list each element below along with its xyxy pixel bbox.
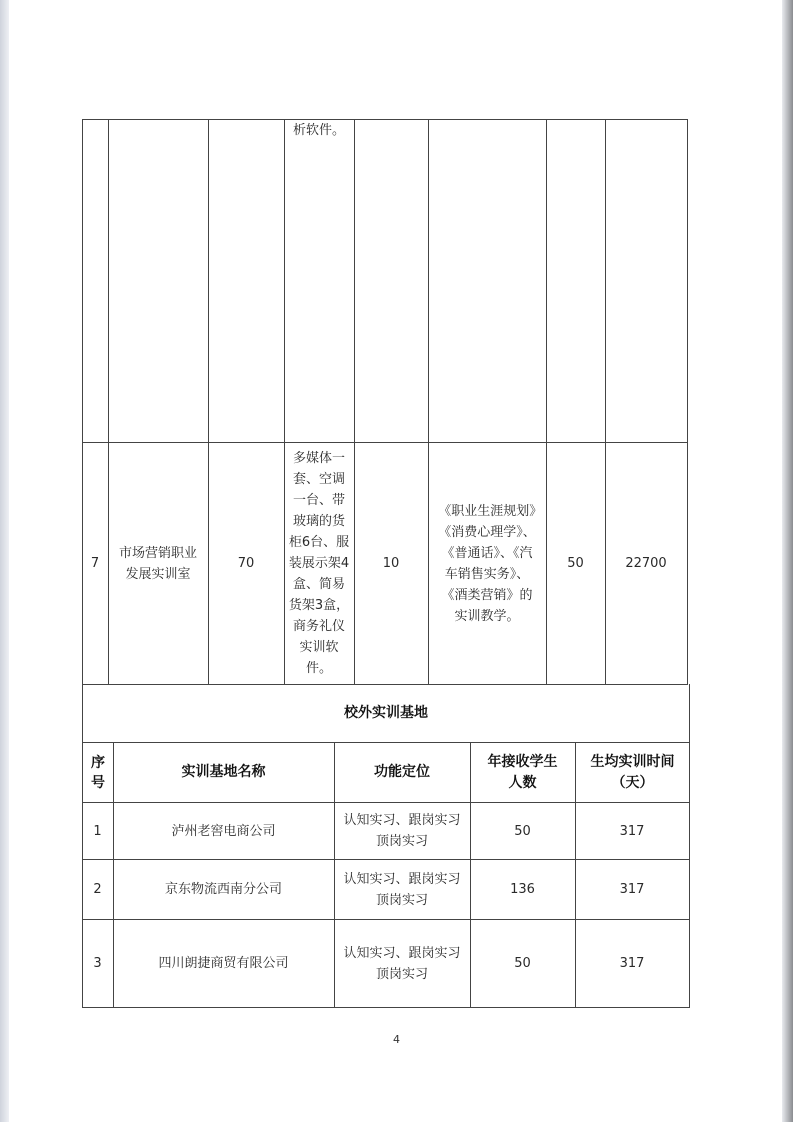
equipment-list: 多媒体一套、空调一台、带玻璃的货柜6台、服装展示架4盒、简易货架3盒，商务礼仪实训软件。 — [288, 451, 350, 676]
function-desc: 认知实习、跟岗实习 顶岗实习 — [343, 871, 461, 908]
training-days: 317 — [619, 823, 645, 839]
row-index: 3 — [93, 956, 102, 971]
training-days: 317 — [619, 956, 645, 971]
room-area: 70 — [237, 556, 255, 571]
row-index: 2 — [93, 882, 102, 897]
students-count: 50 — [514, 823, 531, 839]
header-students: 年接收学生人数 — [487, 753, 558, 791]
function-desc: 认知实习、跟岗实习 顶岗实习 — [343, 945, 461, 982]
row-index: 1 — [93, 823, 102, 839]
base-name: 四川朗捷商贸有限公司 — [158, 956, 289, 971]
table-title: 校外实训基地 — [344, 705, 428, 721]
header-function: 功能定位 — [374, 764, 430, 780]
students-count: 50 — [514, 956, 531, 971]
scan-edge-left — [0, 0, 9, 1122]
training-hours: 22700 — [625, 556, 667, 571]
header-index: 序号 — [91, 754, 105, 791]
row-index: 7 — [90, 556, 100, 571]
header-name: 实训基地名称 — [181, 764, 266, 780]
equipment-continued: 析软件。 — [292, 123, 345, 138]
students-count: 136 — [510, 882, 535, 897]
room-name: 市场营销职业发展实训室 — [118, 545, 197, 582]
page-number: 4 — [393, 1033, 400, 1046]
function-desc: 认知实习、跟岗实习 顶岗实习 — [343, 813, 461, 849]
base-name: 泸州老窖电商公司 — [171, 823, 276, 839]
capacity: 50 — [567, 556, 584, 571]
equipment-value: 10 — [382, 556, 400, 571]
base-name: 京东物流西南分公司 — [164, 882, 282, 897]
header-days: 生均实训时间（天） — [590, 753, 675, 791]
course-list: 《职业生涯规划》《消费心理学》、《普通话》、《汽车销售实务》、《酒类营销》的实训教学。 — [438, 503, 536, 624]
scan-edge-right — [782, 0, 793, 1122]
training-days: 317 — [619, 882, 645, 897]
